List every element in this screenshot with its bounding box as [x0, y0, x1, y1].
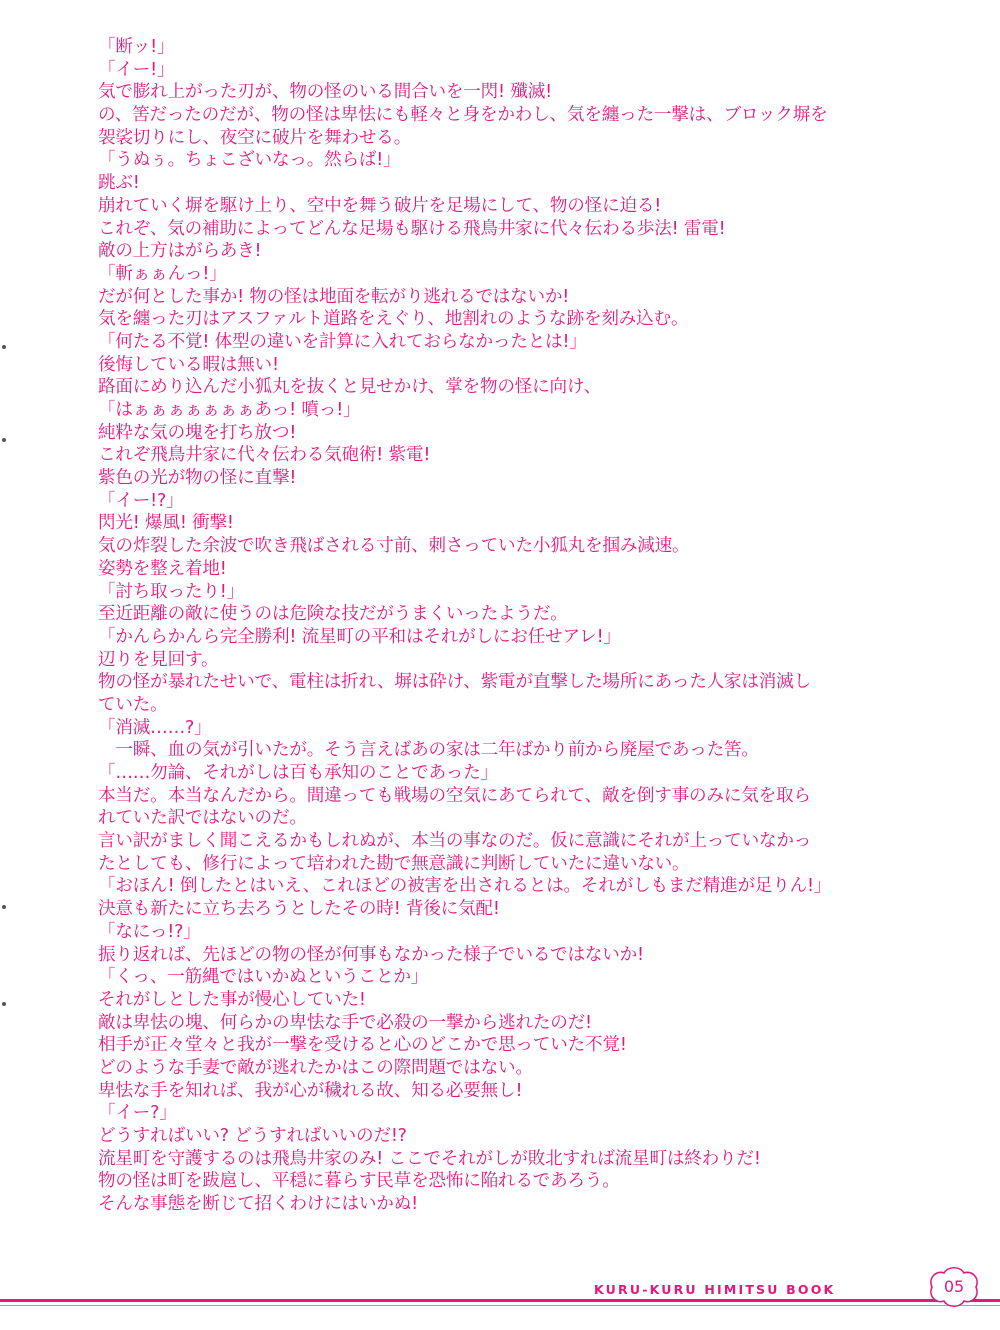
text-line: 閃光! 爆風! 衝撃! [98, 513, 234, 534]
text-line: 姿勢を整え着地! [98, 558, 227, 579]
text-line: 「なにっ!?」 [98, 921, 201, 942]
text-line: 「イー!?」 [98, 490, 184, 511]
text-line: たとしても、修行によって培われた勘で無意識に判断していたに違いない。 [98, 853, 690, 874]
text-line: 振り返れば、先ほどの物の怪が何事もなかった様子でいるではないか! [98, 944, 644, 965]
text-line: 「……勿論、それがしは百も承知のことであった」 [98, 763, 498, 783]
page-number-badge [924, 1264, 984, 1310]
text-line: 敵の上方はがらあき! [98, 241, 262, 262]
text-line: ていた。 [98, 694, 168, 715]
text-line: れていた訳ではないのだ。 [98, 808, 307, 829]
page-number: 05 [943, 1277, 965, 1296]
text-line: 路面にめり込んだ小狐丸を抜くと見せかけ、掌を物の怪に向け、 [98, 377, 602, 398]
text-line: これぞ飛鳥井家に代々伝わる気砲術! 紫電! [98, 445, 431, 466]
text-line: 辺りを見回す。 [98, 649, 219, 670]
text-line: 気で膨れ上がった刃が、物の怪のいる間合いを一閃! 殲滅! [98, 82, 552, 103]
text-line: 卑怯な手を知れば、我が心が穢れる故、知る必要無し! [98, 1080, 523, 1101]
text-line: 物の怪は町を跋扈し、平穏に暮らす民草を恐怖に陥れるであろう。 [98, 1171, 620, 1192]
text-line: 「うぬぅ。ちょこざいなっ。然らば!」 [98, 150, 401, 171]
text-line: 本当だ。本当なんだから。間違っても戦場の空気にあてられて、敵を倒す事のみに気を取ら [98, 785, 811, 806]
text-line: だが何とした事か! 物の怪は地面を転がり逃れるではないか! [98, 286, 570, 307]
text-line: 崩れていく塀を駆け上り、空中を舞う破片を足場にして、物の怪に迫る! [98, 195, 662, 216]
text-line: 至近距離の敵に使うのは危険な技だがうまくいったようだ。 [98, 604, 568, 625]
text-line: 気の炸裂した余波で吹き飛ばされる寸前、刺さっていた小狐丸を掴み減速。 [98, 536, 690, 557]
text-line: 「くっ、一筋縄ではいかぬということか」 [98, 967, 429, 988]
text-line: 「イー?」 [98, 1103, 177, 1124]
margin-mark [2, 905, 6, 909]
margin-mark [2, 438, 6, 442]
text-line: 言い訳がましく聞こえるかもしれぬが、本当の事なのだ。仮に意識にそれが上っていなかっ [98, 831, 812, 852]
text-line: 後悔している暇は無い! [98, 354, 279, 375]
text-line: 流星町を守護するのは飛鳥井家のみ! ここでそれがしが敗北すれば流星町は終わりだ! [98, 1148, 761, 1169]
text-line: これぞ、気の補助によってどんな足場も駆ける飛鳥井家に代々伝わる歩法! 雷電! [98, 218, 726, 239]
text-line: 袈裟切りにし、夜空に破片を舞わせる。 [98, 127, 412, 148]
text-line: の、筈だったのだが、物の怪は卑怯にも軽々と身をかわし、気を纏った一撃は、ブロック塀を [98, 105, 828, 126]
text-line: 「はぁぁぁぁぁぁぁあっ! 噴っ!」 [98, 400, 361, 420]
page-footer [0, 1262, 1000, 1322]
text-line: 相手が正々堂々と我が一撃を受けると心のどこかで思っていた不覚! [98, 1035, 627, 1056]
text-line: 「消滅……?」 [98, 717, 212, 738]
text-line: 一瞬、血の気が引いたが。そう言えばあの家は二年ばかり前から廃屋であった筈。 [98, 740, 759, 761]
text-line: そんな事態を断じて招くわけにはいかぬ! [98, 1194, 418, 1215]
text-line: どうすればいい? どうすればいいのだ!? [98, 1126, 407, 1146]
text-line: 決意も新たに立ち去ろうとしたその時! 背後に気配! [98, 899, 500, 920]
text-line: 気を纏った刃はアスファルト道路をえぐり、地割れのような跡を刻み込む。 [98, 309, 689, 330]
text-line: 「断ッ!」 [98, 37, 175, 57]
text-line: それがしとした事が慢心していた! [98, 989, 366, 1010]
text-line: 「討ち取ったり!」 [98, 581, 245, 602]
text-line: 物の怪が暴れたせいで、電柱は折れ、塀は砕け、紫電が直撃した場所にあった人家は消滅し [98, 672, 811, 693]
text-line: 「かんらかんら完全勝利! 流星町の平和はそれがしにお任せアレ!」 [98, 626, 621, 647]
text-line: 敵は卑怯の塊、何らかの卑怯な手で必殺の一撃から逃れたのだ! [98, 1012, 592, 1033]
story-text [98, 36, 928, 1216]
margin-mark [2, 345, 6, 349]
margin-mark [2, 1002, 6, 1006]
text-line: 跳ぶ! [98, 173, 140, 194]
footer-rule [0, 1299, 1000, 1302]
text-line: 「何たる不覚! 体型の違いを計算に入れておらなかったとは!」 [98, 331, 587, 352]
footer-rule-thin [0, 1305, 1000, 1306]
text-line: どのような手妻で敵が逃れたかはこの際問題ではない。 [98, 1057, 533, 1078]
text-line: 紫色の光が物の怪に直撃! [98, 468, 297, 489]
text-line: 「おほん! 倒したとはいえ、これほどの被害を出されるとは。それがしもまだ精進が足りん!」 [98, 876, 832, 897]
text-line: 「斬ぁぁんっ!」 [98, 263, 227, 284]
text-line: 「イー!」 [98, 59, 175, 80]
book-title: KURU-KURU HIMITSU BOOK [594, 1282, 836, 1297]
text-line: 純粋な気の塊を打ち放つ! [98, 422, 297, 443]
